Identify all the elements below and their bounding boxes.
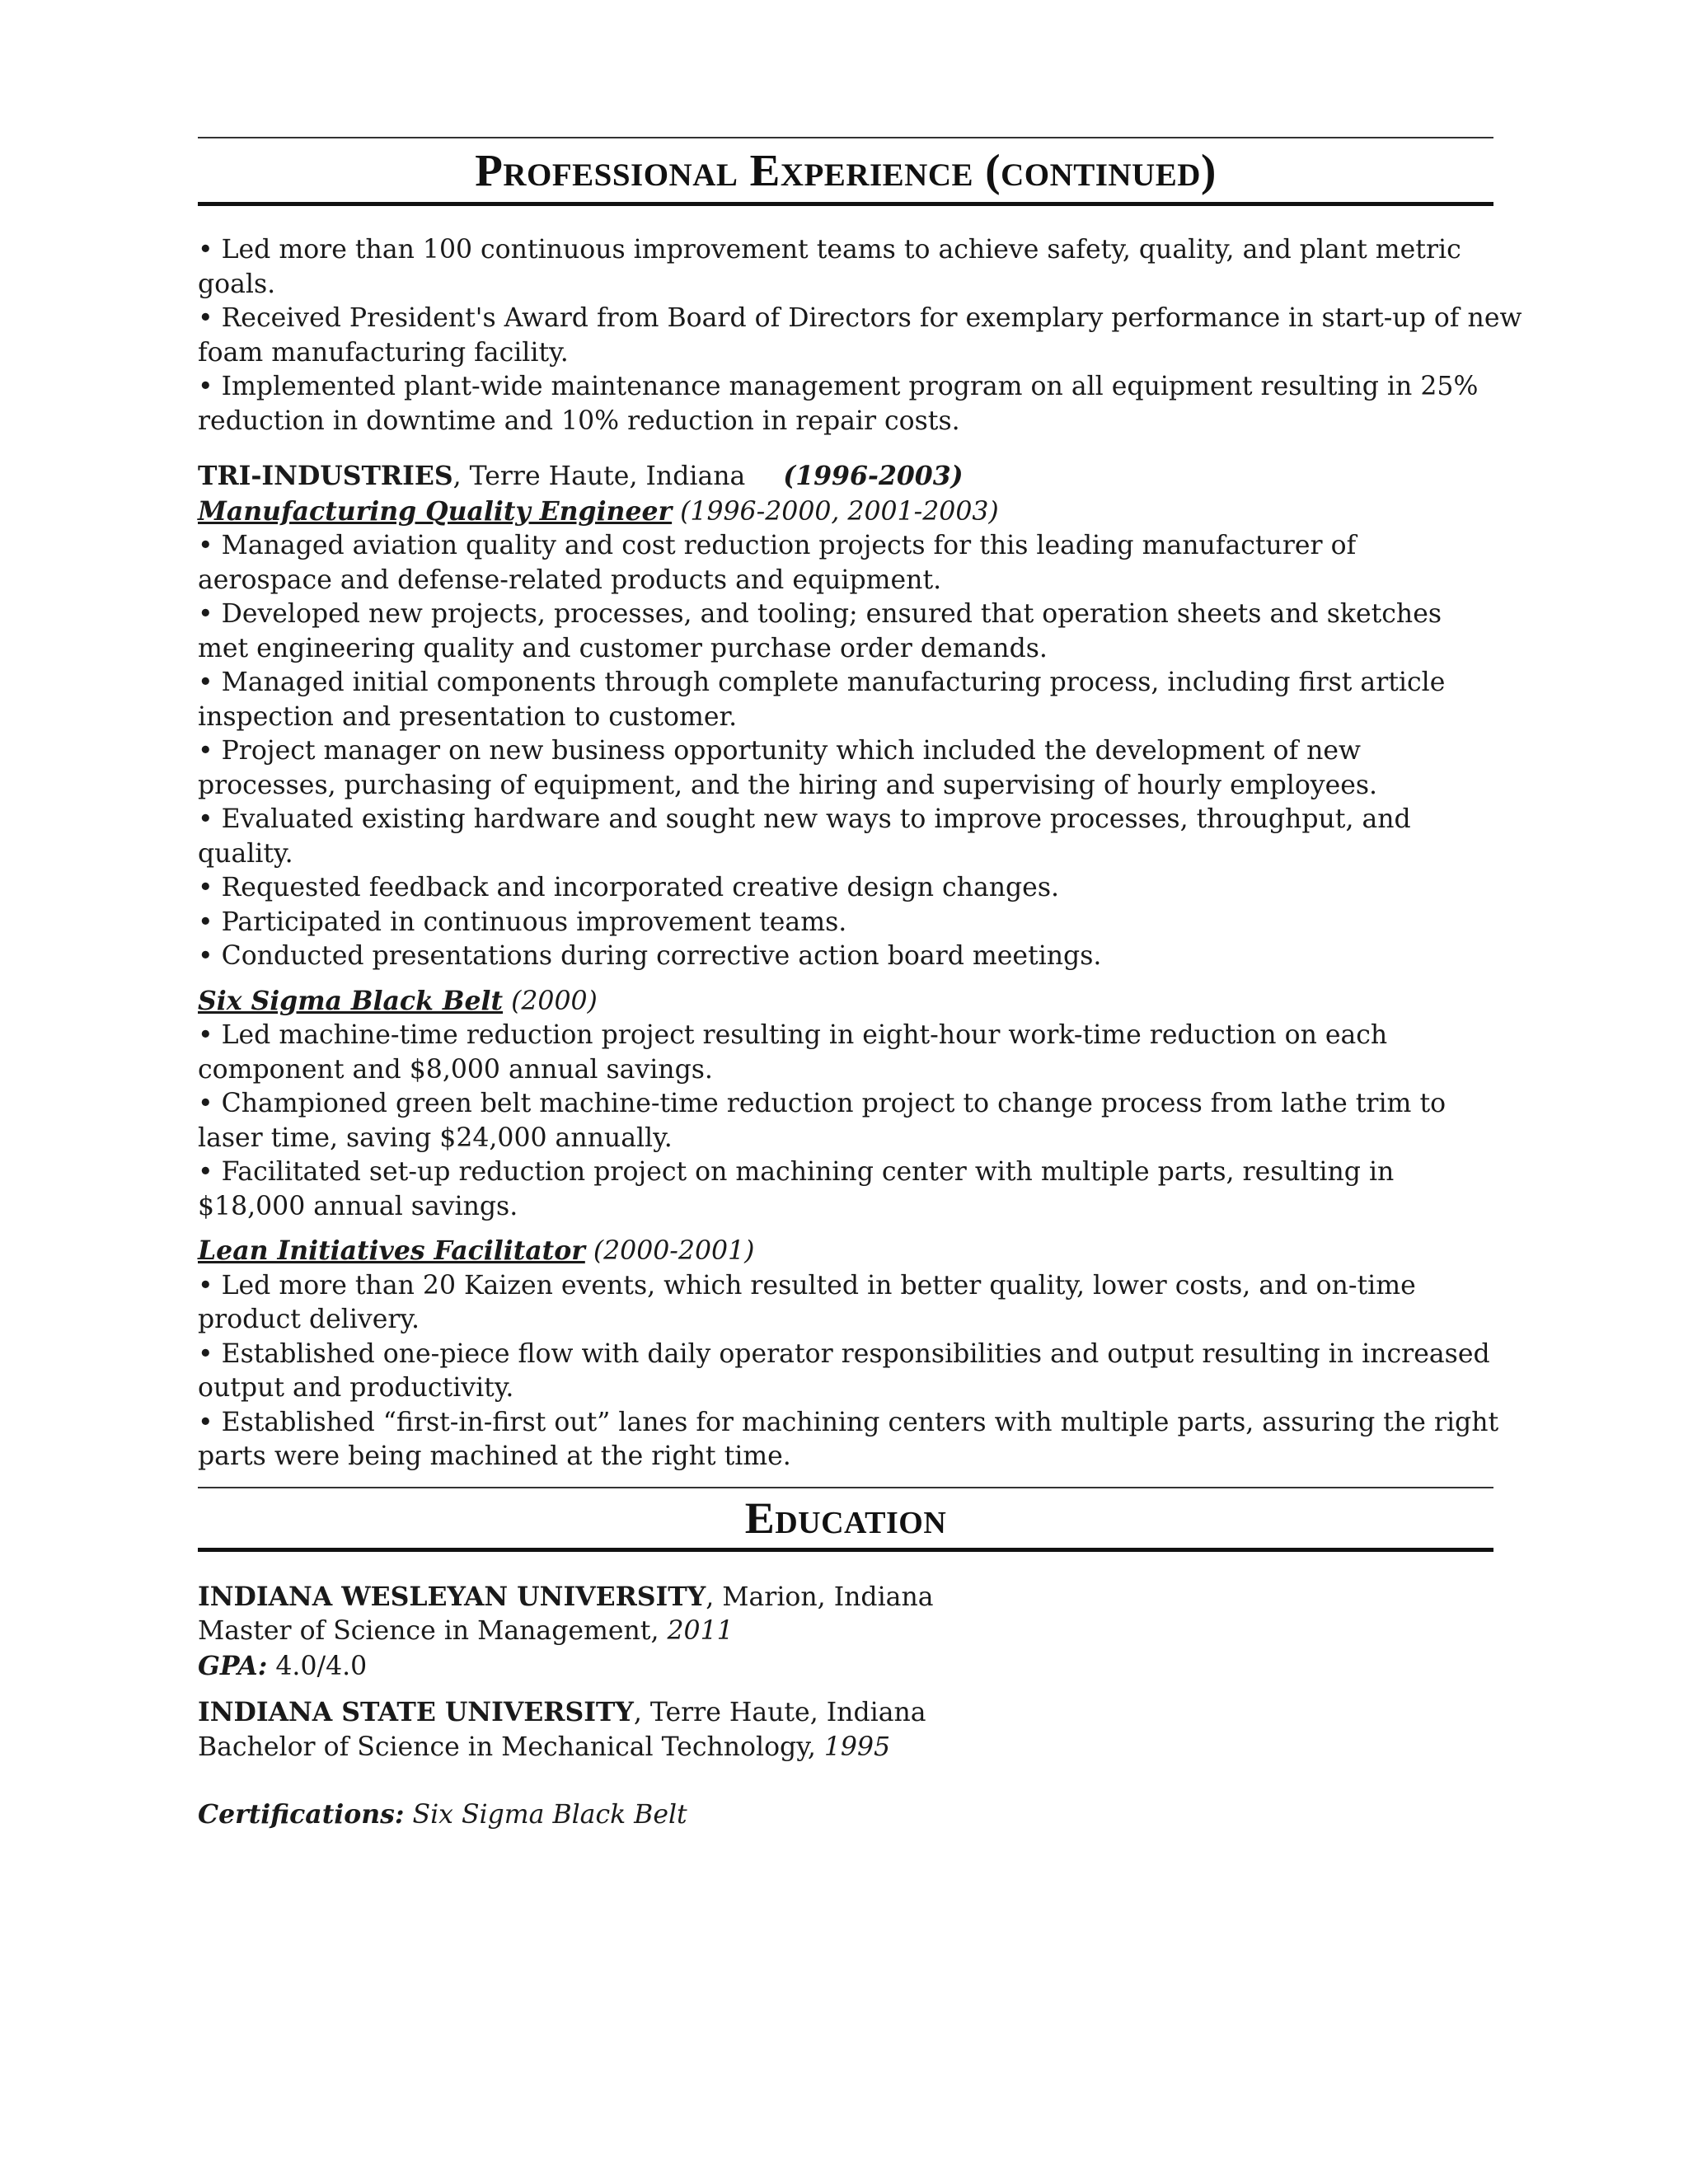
company-entry (198, 459, 1499, 1474)
bullet-line: laser time, saving $24,000 annually. (198, 1122, 673, 1153)
bullet-line: quality. (198, 838, 293, 869)
education-section-title: Education (744, 1493, 947, 1543)
bullet-line: • Received President's Award from Board of Directors for exemplary performance in start-up of new (198, 303, 1522, 333)
bullet-line: output and productivity. (198, 1373, 514, 1403)
education-entry (198, 1695, 1493, 1765)
bullet-line: • Led machine-time reduction project resulting in eight-hour work-time reduction on each (198, 1020, 1388, 1050)
bullet-line: • Led more than 100 continuous improvement teams to achieve safety, quality, and plant metric (198, 235, 1461, 265)
education-section-header (198, 1487, 1493, 1552)
bullet-line: • Requested feedback and incorporated creative design changes. (198, 873, 1059, 902)
degree-line (198, 1615, 1493, 1649)
bullet-line: • Facilitated set-up reduction project on machining center with multiple parts, resulting in (198, 1157, 1395, 1187)
company-dates: (1996-2003) (783, 461, 964, 491)
certifications-line (198, 1797, 1493, 1833)
role-title: Lean Initiatives Facilitator (198, 1235, 585, 1266)
gpa-label: GPA: (198, 1650, 268, 1681)
role-dates: (2000-2001) (584, 1236, 755, 1266)
degree-line (198, 1731, 1493, 1765)
prior-job-bullets (198, 233, 1522, 438)
school-heading (198, 1580, 1493, 1615)
role-dates: (2000) (503, 986, 598, 1016)
school-location: , Terre Haute, Indiana (633, 1698, 926, 1727)
bullet-line: aerospace and defense-related products and equipment. (198, 565, 942, 595)
bullet-line: • Championed green belt machine-time reduction project to change process from lathe trim to (198, 1089, 1447, 1118)
bullet-line: processes, purchasing of equipment, and the hiring and supervising of hourly employees. (198, 770, 1378, 800)
bullet-line: met engineering quality and customer purchase order demands. (198, 633, 1048, 663)
company-heading (198, 459, 1493, 494)
bullet-line: inspection and presentation to customer. (198, 701, 738, 732)
bullet-line: parts were being machined at the right time. (198, 1441, 791, 1471)
bullet-line: • Implemented plant-wide maintenance management program on all equipment resulting in 25% (198, 372, 1479, 401)
experience-section-title: Professional Experience (continued) (475, 145, 1217, 195)
role-dates: (1996-2000, 2001-2003) (672, 496, 999, 527)
education-entry (198, 1580, 1493, 1685)
bullet-line: • Established “first-in-first out” lanes for machining centers with multiple parts, assuring the right (198, 1407, 1499, 1437)
bullet-line: • Led more than 20 Kaizen events, which resulted in better quality, lower costs, and on-time (198, 1270, 1416, 1301)
degree-year: 1995 (823, 1732, 891, 1762)
bullet-line: foam manufacturing facility. (198, 337, 569, 368)
bullet-line: • Managed initial components through complete manufacturing process, including first article (198, 668, 1446, 697)
bullet-line: component and $8,000 annual savings. (198, 1054, 713, 1085)
degree-name: Bachelor of Science in Mechanical Technology, (198, 1732, 824, 1762)
company-name: TRI-INDUSTRIES (198, 461, 453, 491)
school-location: , Marion, Indiana (706, 1582, 934, 1612)
company-location: , Terre Haute, Indiana (452, 462, 746, 491)
gpa-value: 4.0/4.0 (267, 1651, 368, 1681)
degree-name: Master of Science in Management, (198, 1616, 668, 1646)
certifications-label: Certifications: (198, 1799, 405, 1830)
bullet-line: • Conducted presentations during corrective action board meetings. (198, 941, 1102, 971)
certifications-value: Six Sigma Black Belt (404, 1800, 687, 1830)
school-heading (198, 1695, 1493, 1731)
bullet-line: • Evaluated existing hardware and sought new ways to improve processes, throughput, and (198, 804, 1411, 834)
school-name: INDIANA WESLEYAN UNIVERSITY (198, 1581, 706, 1612)
bullet-line: reduction in downtime and 10% reduction in repair costs. (198, 405, 960, 436)
school-name: INDIANA STATE UNIVERSITY (198, 1697, 634, 1727)
resume-page (198, 137, 1522, 1833)
degree-year: 2011 (667, 1616, 734, 1646)
role-title: Six Sigma Black Belt (198, 985, 504, 1016)
role-heading (198, 494, 1493, 530)
bullet-line: $18,000 annual savings. (198, 1191, 518, 1221)
bullet-line: • Established one-piece flow with daily operator responsibilities and output resulting in increased (198, 1338, 1490, 1369)
bullet-line: • Developed new projects, processes, and tooling; ensured that operation sheets and sketches (198, 599, 1442, 629)
gpa-line (198, 1649, 1493, 1685)
certifications (198, 1797, 1493, 1833)
experience-section-header (198, 137, 1493, 206)
bullet-line: • Participated in continuous improvement teams. (198, 907, 847, 937)
bullet-line: • Managed aviation quality and cost reduction projects for this leading manufacturer of (198, 531, 1357, 560)
role-heading (198, 1234, 1493, 1269)
role-title: Manufacturing Quality Engineer (198, 495, 673, 527)
role-heading (198, 984, 1493, 1019)
bullet-line: product delivery. (198, 1305, 420, 1334)
bullet-line: goals. (198, 269, 276, 299)
bullet-line: • Project manager on new business opportunity which included the development of new (198, 736, 1362, 766)
